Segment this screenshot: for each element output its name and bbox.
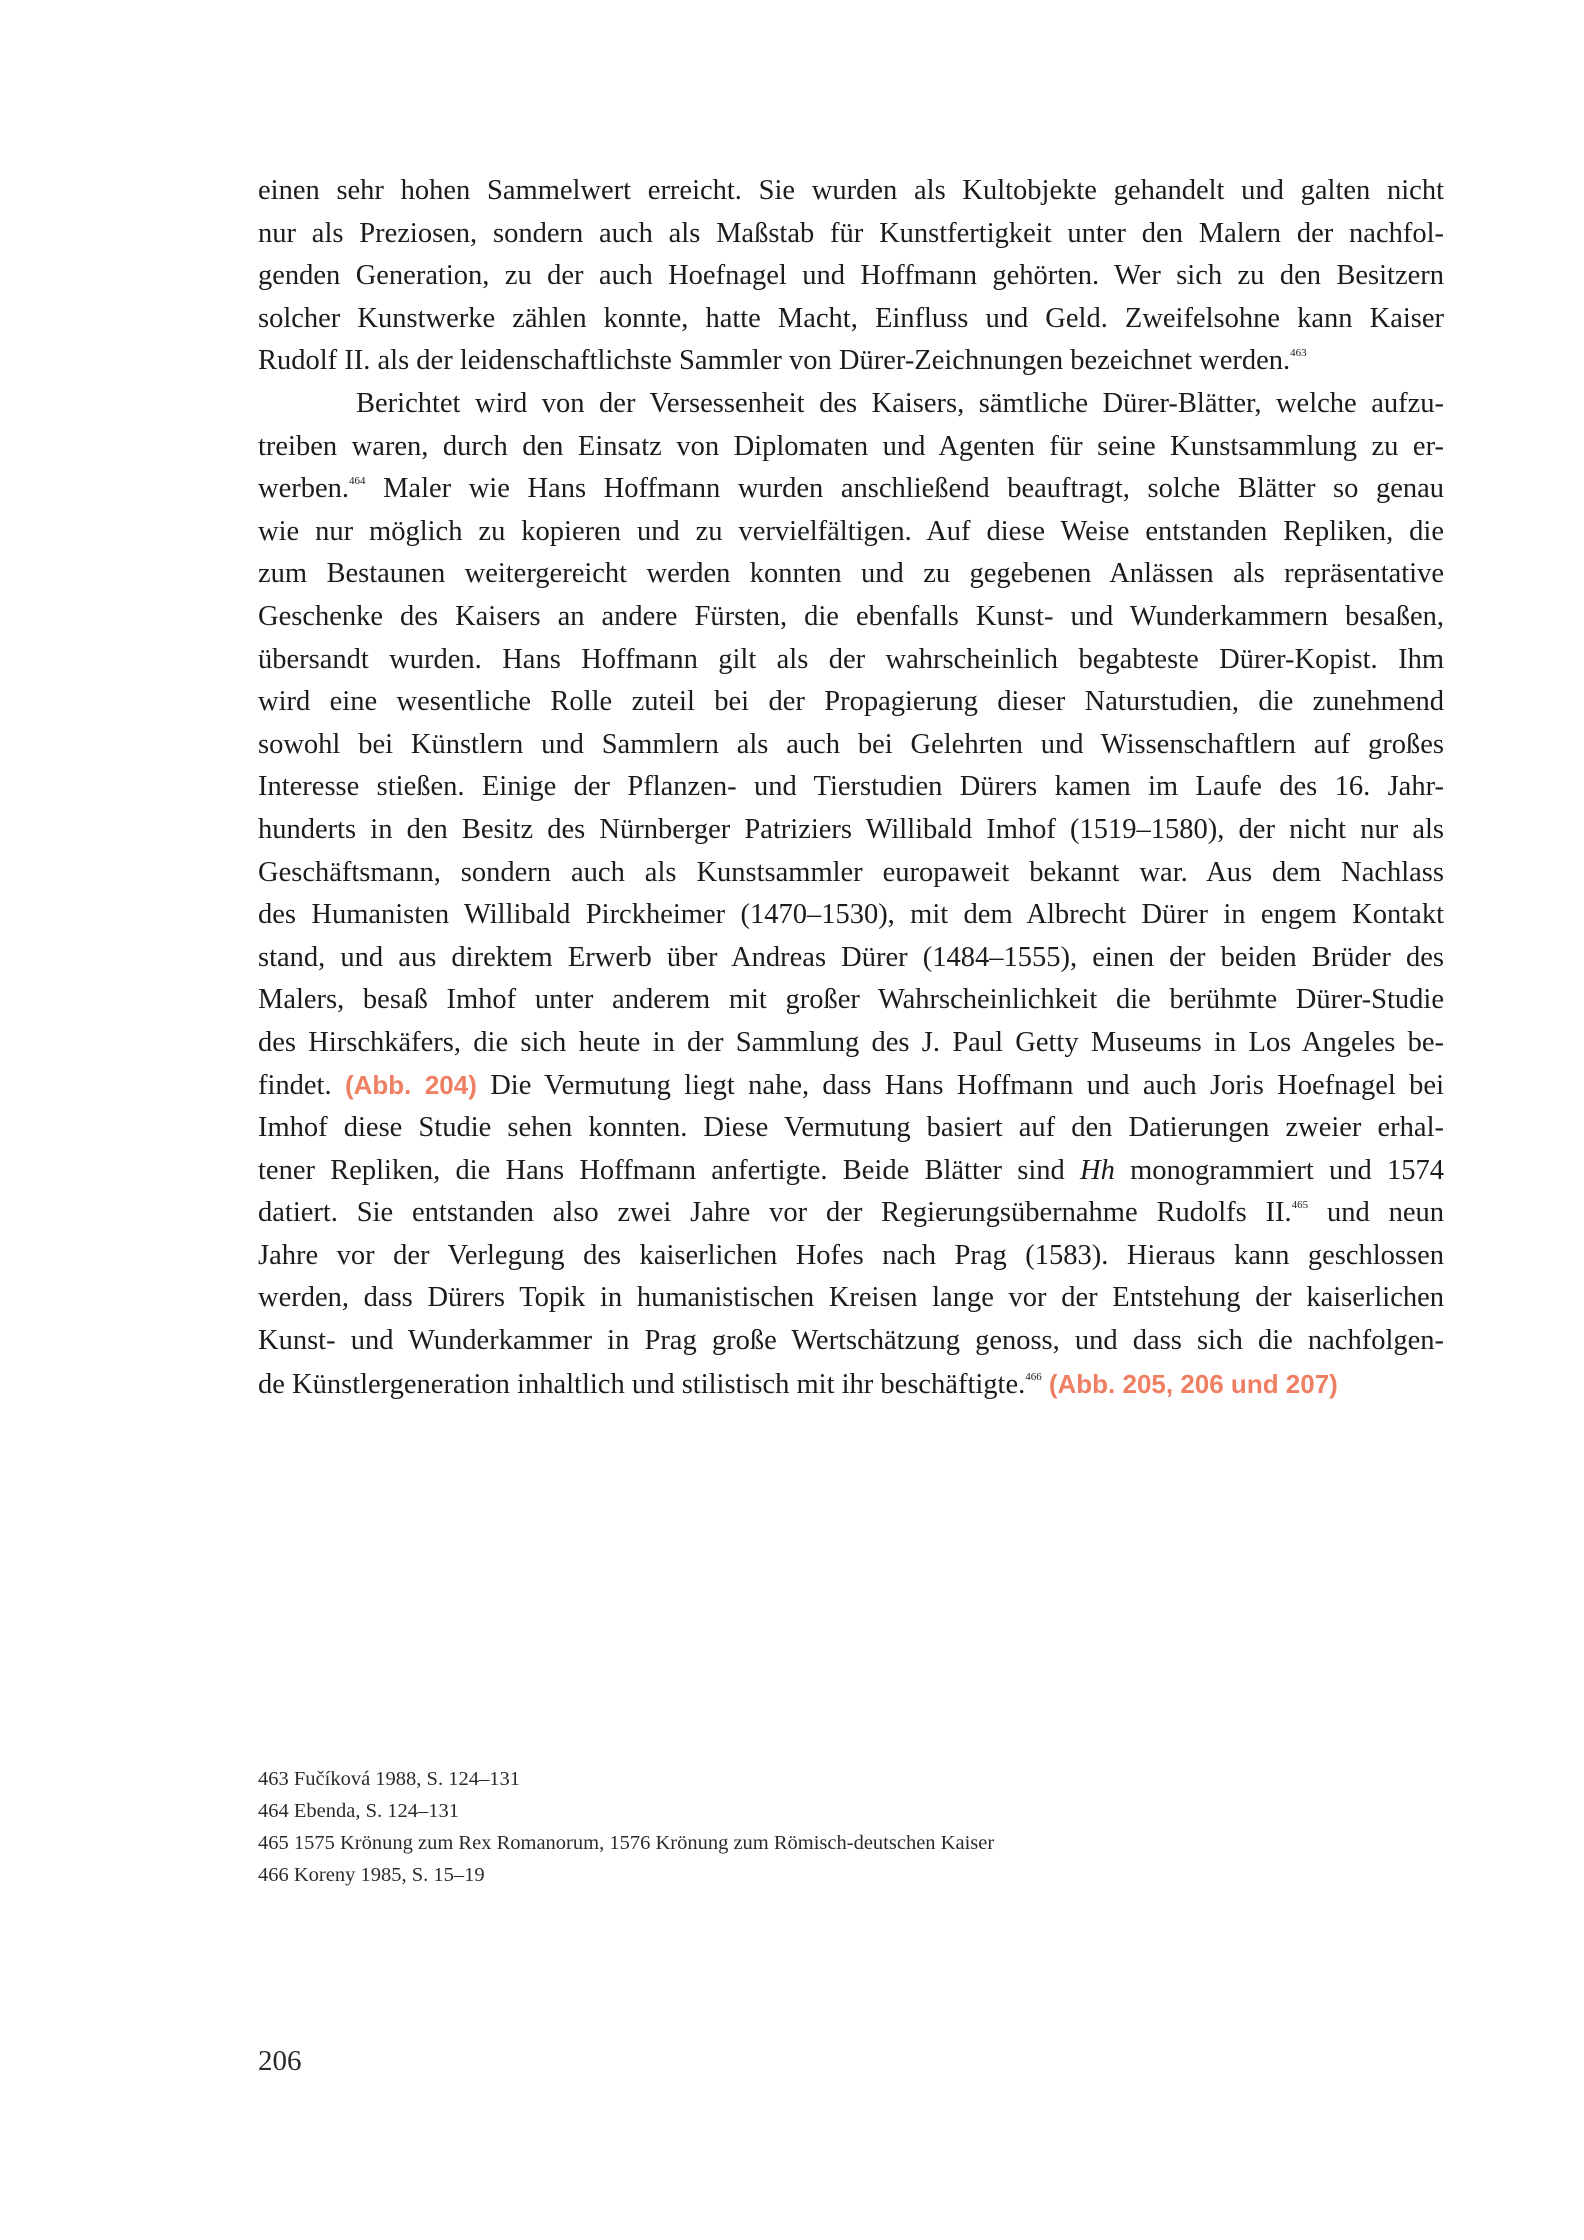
text-line: wie nur möglich zu kopieren und zu vervielfältigen. Auf diese Weise entstanden Repliken, die [258,515,1444,547]
figure-reference: (Abb. 205, 206 und 207) [1048,1368,1338,1399]
text-line: zum Bestaunen weitergereicht werden konnten und zu gegebenen Anlässen als repräsentative [258,558,1444,590]
page-number: 206 [258,2045,302,2077]
footnote: 466 Koreny 1985, S. 15–19 [258,1864,485,1886]
footnote-marker: 465 [1291,1199,1309,1212]
text-line: Jahre vor der Verlegung des kaiserlichen Hofes nach Prag (1583). Hieraus kann geschlossen [258,1239,1444,1271]
text-line: einen sehr hohen Sammelwert erreicht. Sie wurden als Kultobjekte gehandelt und galten nicht [258,175,1444,206]
text-line: datiert. Sie entstanden also zwei Jahre vor der Regierungsübernahme Rudolfs II.$^{465}$ und neun [258,1197,1444,1229]
text-line: übersandt wurden. Hans Hoffmann gilt als der wahrscheinlich begabteste Dürer-Kopist. Ihm [258,643,1444,675]
text-line: stand, und aus direktem Erwerb über Andreas Dürer (1484–1555), einen der beiden Brüder des [258,941,1444,973]
figure-reference: (Abb. 204) [344,1070,477,1101]
footnote-marker: 464 [349,475,366,488]
monogram-italic: Hh [1080,1154,1115,1186]
text-line: de Künstlergeneration inhaltlich und stilistisch mit ihr beschäftigte.$^{466}$ (Abb. 205, 206 und 207) [258,1368,1338,1400]
text-line: Kunst- und Wunderkammer in Prag große Wertschätzung genoss, und dass sich die nachfolgen- [258,1325,1444,1357]
text-line: hunderts in den Besitz des Nürnberger Patriziers Willibald Imhof (1519–1580), der nicht nur als [258,813,1444,845]
text-line: Imhof diese Studie sehen konnten. Diese Vermutung basiert auf den Datierungen zweier erhal- [258,1112,1444,1144]
text-line: Geschenke des Kaisers an andere Fürsten, die ebenfalls Kunst- und Wunderkammern besaßen, [258,600,1444,632]
footnotes [258,1763,1444,1891]
footnote: 464 Ebenda, S. 124–131 [258,1800,459,1822]
text-line: Malers, besaß Imhof unter anderem mit großer Wahrscheinlichkeit die berühmte Dürer-Studie [258,984,1444,1016]
text-line: tener Repliken, die Hans Hoffmann anfertigte. Beide Blätter sind Hh monogrammiert und 1574 [258,1154,1444,1186]
text-line: werden, dass Dürers Topik in humanistischen Kreisen lange vor der Entstehung der kaiserlichen [258,1282,1444,1314]
text-line: sowohl bei Künstlern und Sammlern als auch bei Gelehrten und Wissenschaftlern auf großes [258,728,1444,760]
footnote-marker: 463 [1290,347,1307,360]
text-line: Interesse stießen. Einige der Pflanzen- und Tierstudien Dürers kamen im Laufe des 16. Jahr- [258,771,1444,803]
text-line: des Humanisten Willibald Pirckheimer (1470–1530), mit dem Albrecht Dürer in engem Kontakt [258,899,1444,931]
text-line: Rudolf II. als der leidenschaftlichste Sammler von Dürer-Zeichnungen bezeichnet werden.$^{463}$ [258,345,1307,377]
text-line: des Hirschkäfers, die sich heute in der Sammlung des J. Paul Getty Museums in Los Angeles be- [258,1026,1444,1058]
text-line: solcher Kunstwerke zählen konnte, hatte Macht, Einfluss und Geld. Zweifelsohne kann Kaiser [258,302,1444,334]
text-line: wird eine wesentliche Rolle zuteil bei der Propagierung dieser Naturstudien, die zunehmend [258,686,1444,718]
text-line: findet. (Abb. 204) Die Vermutung liegt nahe, dass Hans Hoffmann und auch Joris Hoefnagel bei [258,1070,1444,1102]
footnote: 463 Fučíková 1988, S. 124–131 [258,1768,520,1790]
text-line: nur als Preziosen, sondern auch als Maßstab für Kunstfertigkeit unter den Malern der nachfol- [258,217,1444,249]
body-text [258,170,1444,1405]
text-line: genden Generation, zu der auch Hoefnagel und Hoffmann gehörten. Wer sich zu den Besitzern [258,260,1444,292]
footnote-marker: 466 [1025,1370,1042,1383]
text-line: Geschäftsmann, sondern auch als Kunstsammler europaweit bekannt war. Aus dem Nachlass [258,856,1444,888]
footnote: 465 1575 Krönung zum Rex Romanorum, 1576 Krönung zum Römisch-deutschen Kaiser [258,1832,995,1854]
text-line: treiben waren, durch den Einsatz von Diplomaten und Agenten für seine Kunstsammlung zu er- [258,430,1444,462]
text-line: werben.$^{464}$ Maler wie Hans Hoffmann wurden anschließend beauftragt, solche Blätter so genau [258,473,1444,505]
text-line: Berichtet wird von der Versessenheit des Kaisers, sämtliche Dürer-Blätter, welche aufzu- [356,387,1444,419]
